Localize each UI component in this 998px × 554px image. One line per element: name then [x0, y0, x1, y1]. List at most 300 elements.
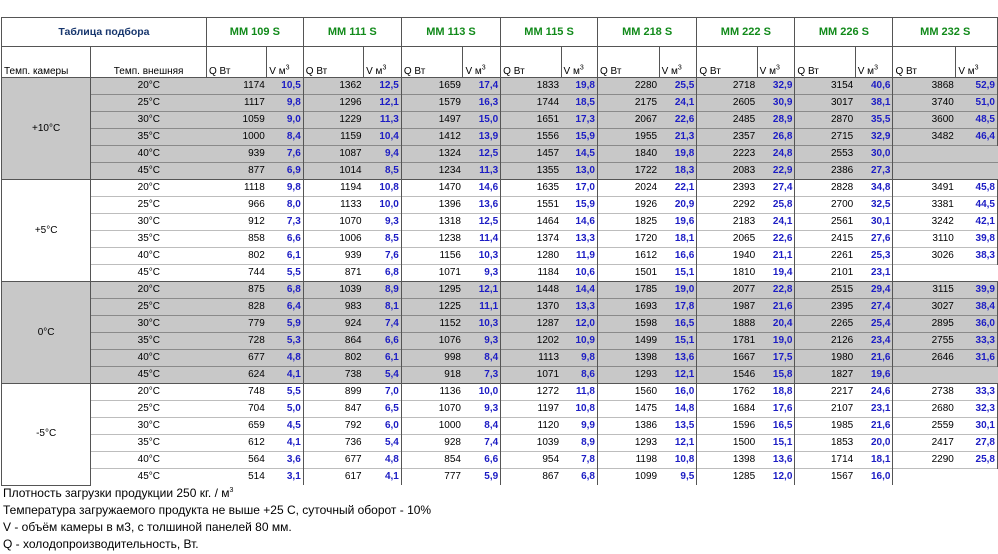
v-header-unit: 3	[382, 64, 387, 72]
q-value: 1197	[501, 401, 561, 418]
v-value: 13,6	[757, 452, 795, 469]
camera-temp: -5°C	[2, 384, 91, 486]
q-value: 1296	[303, 95, 363, 112]
v-value: 12,5	[463, 214, 501, 231]
q-value: 847	[303, 401, 363, 418]
v-value: 3,1	[267, 469, 303, 486]
q-value: 1398	[697, 452, 757, 469]
v-value: 15,1	[659, 265, 697, 282]
q-value: 1980	[795, 350, 855, 367]
v-value: 25,4	[855, 316, 893, 333]
v-value: 12,1	[463, 282, 501, 299]
v-value: 8,1	[364, 299, 402, 316]
q-value: 1374	[501, 231, 561, 248]
v-value: 27,4	[855, 299, 893, 316]
q-value: 2261	[795, 248, 855, 265]
q-value: 1659	[401, 78, 463, 95]
q-value: 1762	[697, 384, 757, 401]
q-value: 2083	[697, 163, 757, 180]
q-value: 1500	[697, 435, 757, 452]
table-row	[2, 214, 998, 231]
outside-temp: 40°C	[91, 248, 207, 265]
v-header-label: V м	[563, 66, 580, 77]
q-value: 2515	[795, 282, 855, 299]
q-value: 3026	[893, 248, 956, 265]
v-value: 23,1	[855, 401, 893, 418]
notes	[3, 485, 431, 553]
v-value: 24,1	[757, 214, 795, 231]
v-value: 13,6	[463, 197, 501, 214]
q-value: 2290	[893, 452, 956, 469]
v-value: 19,0	[757, 333, 795, 350]
outside-temp: 20°C	[91, 180, 207, 197]
q-value: 1412	[401, 129, 463, 146]
model-header: MM 109 S	[206, 18, 303, 47]
v-header	[364, 47, 402, 78]
q-header: Q Вт	[597, 47, 659, 78]
v-value: 10,0	[364, 197, 402, 214]
v-value: 13,3	[561, 299, 597, 316]
outside-temp: 35°C	[91, 231, 207, 248]
q-value: 1693	[597, 299, 659, 316]
v-value: 9,3	[463, 333, 501, 350]
q-value: 1714	[795, 452, 855, 469]
v-value: 7,0	[364, 384, 402, 401]
outside-temp: 25°C	[91, 299, 207, 316]
v-value: 7,6	[267, 146, 303, 163]
q-value: 1295	[401, 282, 463, 299]
table-row	[2, 418, 998, 435]
v-value: 23,4	[855, 333, 893, 350]
camera-temp: +10°C	[2, 78, 91, 180]
q-value: 1118	[206, 180, 266, 197]
q-value: 1825	[597, 214, 659, 231]
v-header-unit: 3	[874, 64, 878, 72]
table-title: Таблица подбора	[2, 18, 207, 47]
v-value: 22,1	[659, 180, 697, 197]
q-value: 2559	[893, 418, 956, 435]
v-value: 46,4	[956, 129, 998, 146]
q-value: 1457	[501, 146, 561, 163]
q-value: 1560	[597, 384, 659, 401]
table-row	[2, 146, 998, 163]
q-value: 3017	[795, 95, 855, 112]
v-value: 20,9	[659, 197, 697, 214]
v-value: 24,1	[659, 95, 697, 112]
model-header: MM 115 S	[501, 18, 598, 47]
v-value: 5,0	[267, 401, 303, 418]
v-value: 32,9	[855, 129, 893, 146]
table-row	[2, 469, 998, 486]
v-value: 9,3	[463, 401, 501, 418]
q-header: Q Вт	[206, 47, 266, 78]
q-value: 3242	[893, 214, 956, 231]
q-value: 792	[303, 418, 363, 435]
v-value: 19,8	[659, 146, 697, 163]
v-value: 11,3	[463, 163, 501, 180]
q-value: 1225	[401, 299, 463, 316]
v-value: 10,8	[659, 452, 697, 469]
v-value: 27,8	[956, 435, 998, 452]
v-value: 12,1	[364, 95, 402, 112]
q-value: 1133	[303, 197, 363, 214]
v-value: 13,3	[561, 231, 597, 248]
v-value: 6,9	[267, 163, 303, 180]
q-value: 2183	[697, 214, 757, 231]
q-value: 2605	[697, 95, 757, 112]
q-value: 2755	[893, 333, 956, 350]
model-header: MM 222 S	[697, 18, 795, 47]
v-value: 24,6	[855, 384, 893, 401]
v-value	[956, 163, 998, 180]
q-value: 1194	[303, 180, 363, 197]
v-value: 36,0	[956, 316, 998, 333]
v-value: 8,5	[364, 231, 402, 248]
v-value: 34,8	[855, 180, 893, 197]
v-value: 14,5	[561, 146, 597, 163]
v-value: 10,3	[463, 248, 501, 265]
table-row	[2, 452, 998, 469]
v-value: 39,8	[956, 231, 998, 248]
v-value: 10,0	[463, 384, 501, 401]
q-value: 2553	[795, 146, 855, 163]
v-value: 7,4	[364, 316, 402, 333]
v-value: 4,8	[364, 452, 402, 469]
q-value: 738	[303, 367, 363, 384]
q-header: Q Вт	[697, 47, 757, 78]
v-value: 30,0	[855, 146, 893, 163]
outside-temp: 25°C	[91, 401, 207, 418]
v-value: 6,8	[267, 282, 303, 299]
v-value: 8,9	[561, 435, 597, 452]
outside-temp: 25°C	[91, 95, 207, 112]
camera-temp-header: Темп. камеры	[2, 47, 91, 78]
q-value: 928	[401, 435, 463, 452]
v-value: 16,5	[757, 418, 795, 435]
q-value: 939	[206, 146, 266, 163]
v-header-unit: 3	[775, 64, 780, 72]
v-value: 30,1	[855, 214, 893, 231]
v-value: 6,8	[561, 469, 597, 486]
table-row	[2, 282, 998, 299]
q-value: 2386	[795, 163, 855, 180]
v-header	[267, 47, 303, 78]
v-value: 3,6	[267, 452, 303, 469]
table-row	[2, 95, 998, 112]
q-value: 1006	[303, 231, 363, 248]
q-value: 3115	[893, 282, 956, 299]
q-value: 1827	[795, 367, 855, 384]
q-header: Q Вт	[401, 47, 463, 78]
q-value: 2280	[597, 78, 659, 95]
v-header-label: V м	[661, 66, 678, 77]
v-value: 18,8	[757, 384, 795, 401]
q-value: 624	[206, 367, 266, 384]
v-value: 27,6	[855, 231, 893, 248]
outside-temp: 35°C	[91, 129, 207, 146]
q-value: 2646	[893, 350, 956, 367]
q-value: 1293	[597, 367, 659, 384]
v-value: 5,9	[463, 469, 501, 486]
table-row	[2, 384, 998, 401]
q-value: 1059	[206, 112, 266, 129]
q-value: 1318	[401, 214, 463, 231]
q-value	[893, 163, 956, 180]
v-header-label: V м	[269, 66, 286, 77]
v-value	[956, 146, 998, 163]
model-header: MM 232 S	[893, 18, 998, 47]
outside-temp: 35°C	[91, 333, 207, 350]
v-value: 13,9	[463, 129, 501, 146]
q-value: 1985	[795, 418, 855, 435]
v-value: 13,5	[659, 418, 697, 435]
v-header	[956, 47, 998, 78]
v-value: 9,4	[364, 146, 402, 163]
q-value: 1810	[697, 265, 757, 282]
q-value: 1070	[401, 401, 463, 418]
v-value: 33,3	[956, 384, 998, 401]
table-row	[2, 350, 998, 367]
v-value: 6,5	[364, 401, 402, 418]
v-value: 14,6	[463, 180, 501, 197]
q-value: 617	[303, 469, 363, 486]
v-value: 9,5	[659, 469, 697, 486]
v-value: 4,5	[267, 418, 303, 435]
outside-temp: 20°C	[91, 282, 207, 299]
v-value: 8,4	[267, 129, 303, 146]
q-header: Q Вт	[303, 47, 363, 78]
q-value	[893, 469, 956, 486]
table-row	[2, 316, 998, 333]
q-value: 2395	[795, 299, 855, 316]
v-header	[659, 47, 697, 78]
q-value: 877	[206, 163, 266, 180]
v-value: 10,8	[561, 401, 597, 418]
v-value: 23,1	[855, 265, 893, 282]
q-value: 2223	[697, 146, 757, 163]
v-value: 16,0	[855, 469, 893, 486]
outside-temp: 30°C	[91, 214, 207, 231]
q-value: 677	[303, 452, 363, 469]
v-value: 30,9	[757, 95, 795, 112]
q-value: 3027	[893, 299, 956, 316]
table-row	[2, 112, 998, 129]
v-value: 17,4	[463, 78, 501, 95]
v-value: 52,9	[956, 78, 998, 95]
v-value: 19,0	[659, 282, 697, 299]
v-value: 22,6	[757, 231, 795, 248]
q-value: 1556	[501, 129, 561, 146]
q-value: 1071	[501, 367, 561, 384]
v-value: 10,3	[463, 316, 501, 333]
q-value: 659	[206, 418, 266, 435]
table-row	[2, 299, 998, 316]
q-value: 1499	[597, 333, 659, 350]
v-value: 7,4	[463, 435, 501, 452]
v-header	[855, 47, 893, 78]
v-header-unit: 3	[579, 64, 584, 72]
q-value: 514	[206, 469, 266, 486]
v-value: 15,8	[757, 367, 795, 384]
v-value: 6,6	[267, 231, 303, 248]
v-value: 21,6	[757, 299, 795, 316]
v-value: 17,3	[561, 112, 597, 129]
v-value: 40,6	[855, 78, 893, 95]
q-value: 854	[401, 452, 463, 469]
v-value: 12,1	[659, 435, 697, 452]
q-value: 1076	[401, 333, 463, 350]
v-value: 6,0	[364, 418, 402, 435]
v-value: 5,3	[267, 333, 303, 350]
v-value: 11,9	[561, 248, 597, 265]
v-value: 14,6	[561, 214, 597, 231]
q-value: 1362	[303, 78, 363, 95]
v-header-label: V м	[366, 66, 383, 77]
v-value: 14,8	[659, 401, 697, 418]
outside-temp: 45°C	[91, 367, 207, 384]
v-value: 9,8	[267, 180, 303, 197]
q-value: 2715	[795, 129, 855, 146]
q-value: 777	[401, 469, 463, 486]
v-value: 15,9	[561, 129, 597, 146]
q-value: 1136	[401, 384, 463, 401]
v-value: 20,4	[757, 316, 795, 333]
v-value: 4,1	[267, 367, 303, 384]
q-value: 1202	[501, 333, 561, 350]
q-value: 1184	[501, 265, 561, 282]
q-value: 2680	[893, 401, 956, 418]
v-value: 28,9	[757, 112, 795, 129]
q-value: 1833	[501, 78, 561, 95]
q-value: 1497	[401, 112, 463, 129]
q-value: 998	[401, 350, 463, 367]
table-row	[2, 78, 998, 95]
q-value: 1744	[501, 95, 561, 112]
q-value: 966	[206, 197, 266, 214]
q-value: 2265	[795, 316, 855, 333]
v-value: 6,4	[267, 299, 303, 316]
v-value: 5,9	[267, 316, 303, 333]
q-value: 1853	[795, 435, 855, 452]
v-value: 6,6	[463, 452, 501, 469]
outside-temp: 30°C	[91, 316, 207, 333]
q-value: 3600	[893, 112, 956, 129]
v-value: 9,3	[463, 265, 501, 282]
q-value: 1720	[597, 231, 659, 248]
v-value	[956, 469, 998, 486]
outside-temp: 40°C	[91, 452, 207, 469]
table-row	[2, 401, 998, 418]
v-value: 44,5	[956, 197, 998, 214]
q-value: 2067	[597, 112, 659, 129]
v-value: 12,0	[757, 469, 795, 486]
v-value: 16,6	[659, 248, 697, 265]
v-value: 16,3	[463, 95, 501, 112]
v-value: 32,5	[855, 197, 893, 214]
v-value: 8,4	[463, 418, 501, 435]
note-density: Плотность загрузки продукции 250 кг. / $м^3$	[3, 486, 234, 500]
v-value: 8,4	[463, 350, 501, 367]
q-value: 2126	[795, 333, 855, 350]
q-value: 3868	[893, 78, 956, 95]
outside-temp: 20°C	[91, 78, 207, 95]
v-value	[956, 367, 998, 384]
q-value: 1113	[501, 350, 561, 367]
q-value: 1651	[501, 112, 561, 129]
q-value: 828	[206, 299, 266, 316]
q-value: 1000	[206, 129, 266, 146]
v-value: 27,3	[855, 163, 893, 180]
v-value: 15,1	[659, 333, 697, 350]
v-header	[561, 47, 597, 78]
model-header: MM 113 S	[401, 18, 500, 47]
v-value: 15,0	[463, 112, 501, 129]
q-value: 736	[303, 435, 363, 452]
q-value: 1152	[401, 316, 463, 333]
q-value: 1501	[597, 265, 659, 282]
q-value: 1071	[401, 265, 463, 282]
v-value: 16,0	[659, 384, 697, 401]
v-value: 4,8	[267, 350, 303, 367]
q-value: 704	[206, 401, 266, 418]
q-value: 728	[206, 333, 266, 350]
q-value: 1785	[597, 282, 659, 299]
v-header-label: V м	[857, 66, 875, 77]
q-value: 2718	[697, 78, 757, 95]
v-value: 5,4	[364, 435, 402, 452]
v-value: 18,3	[659, 163, 697, 180]
table-body	[2, 18, 998, 486]
q-value: 1355	[501, 163, 561, 180]
v-value: 4,1	[267, 435, 303, 452]
v-value: 13,0	[561, 163, 597, 180]
q-value: 1470	[401, 180, 463, 197]
q-value: 2217	[795, 384, 855, 401]
v-value: 11,3	[364, 112, 402, 129]
v-value	[956, 265, 998, 282]
q-value: 1926	[597, 197, 659, 214]
q-value: 3482	[893, 129, 956, 146]
q-value: 3491	[893, 180, 956, 197]
q-value: 1448	[501, 282, 561, 299]
table-row	[2, 180, 998, 197]
v-value: 10,8	[364, 180, 402, 197]
v-value: 6,8	[364, 265, 402, 282]
q-value: 1234	[401, 163, 463, 180]
v-value: 19,6	[659, 214, 697, 231]
q-value: 1475	[597, 401, 659, 418]
q-value: 2175	[597, 95, 659, 112]
v-value: 31,6	[956, 350, 998, 367]
table-row	[2, 231, 998, 248]
q-value: 871	[303, 265, 363, 282]
q-value: 779	[206, 316, 266, 333]
q-value: 1272	[501, 384, 561, 401]
q-value: 564	[206, 452, 266, 469]
v-value: 33,3	[956, 333, 998, 350]
q-value: 2828	[795, 180, 855, 197]
camera-temp: +5°C	[2, 180, 91, 282]
q-value: 1635	[501, 180, 561, 197]
v-value: 22,6	[659, 112, 697, 129]
q-value: 939	[303, 248, 363, 265]
q-value: 1464	[501, 214, 561, 231]
v-header-label: V м	[958, 66, 975, 77]
q-value: 2024	[597, 180, 659, 197]
q-header: Q Вт	[795, 47, 855, 78]
v-value: 45,8	[956, 180, 998, 197]
v-header-unit: 3	[285, 64, 290, 72]
